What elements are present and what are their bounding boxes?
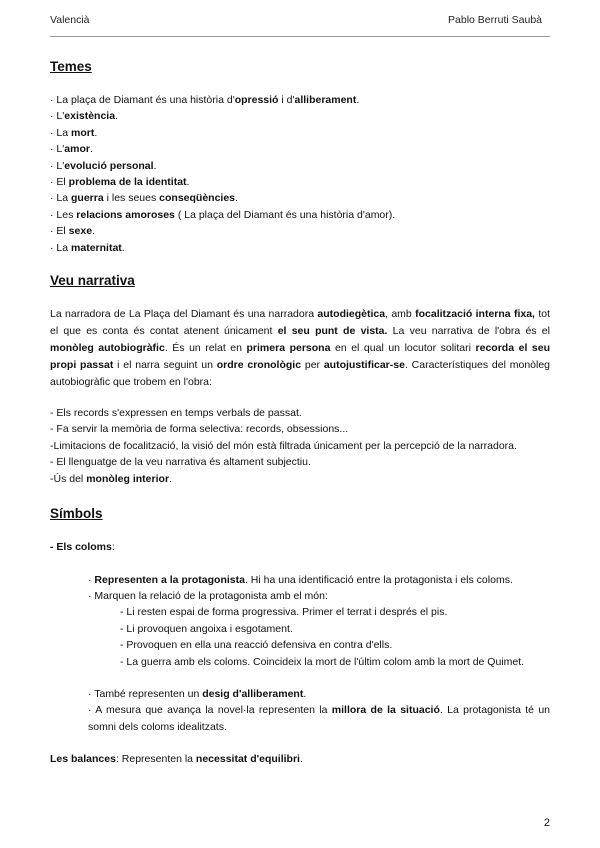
bold-text: - Els coloms — [50, 541, 112, 554]
temes-list-item — [50, 92, 550, 108]
header-subject: Valencià — [50, 14, 90, 26]
text-run: · Marquen la relació de la protagonista amb el món: — [88, 589, 328, 602]
coloms-sublist — [50, 604, 550, 670]
text-run: · L' — [50, 143, 65, 156]
text-run: . — [186, 176, 190, 189]
temes-list-item — [50, 158, 550, 174]
temes-list-item — [50, 240, 550, 256]
bold-text: sexe — [68, 225, 93, 238]
bold-text: autodiegètica — [317, 308, 386, 321]
veu-paragraph — [50, 306, 550, 391]
text-run: La narradora de La Plaça del Diamant és una narradora — [50, 308, 318, 321]
bold-text: millora de la situació — [331, 704, 440, 717]
header-divider — [50, 36, 550, 37]
veu-characteristics-list — [50, 405, 550, 487]
text-run: . La protagonista té un somni dels coloms idealitzats. — [88, 704, 551, 733]
text-run: · També representen un — [88, 687, 203, 700]
coloms-list-item — [88, 588, 550, 604]
coloms-label — [50, 539, 550, 555]
coloms-list — [50, 572, 550, 605]
bold-text: Les balances — [50, 753, 116, 766]
coloms-sublist-item — [120, 654, 550, 670]
text-run: · La — [50, 241, 72, 254]
text-run: - Li resten espai de forma progressiva. Primer el terrat i després el pis. — [120, 606, 448, 619]
text-run: . — [303, 687, 307, 700]
bold-text: amor — [64, 143, 90, 156]
temes-list-item — [50, 174, 550, 190]
temes-list-item — [50, 223, 550, 239]
text-run: - Li provoquen angoixa i esgotament. — [120, 622, 293, 635]
bold-text: alliberament — [294, 94, 357, 106]
temes-list-item — [50, 125, 550, 141]
bold-text: desig d'alliberament — [202, 687, 304, 700]
bold-text: Representen a la protagonista — [94, 573, 245, 586]
text-run: . Hi ha una identificació entre la protagonista i els coloms. — [244, 573, 513, 586]
coloms-sublist-item — [120, 621, 550, 637]
text-run: tot el que es conta és contat atenent únicament — [50, 308, 550, 338]
section-title-simbols: Símbols — [50, 506, 103, 522]
text-run: · La — [50, 192, 72, 205]
text-run: · L' — [50, 159, 65, 172]
text-run: ( La plaça del Diamant és una història d'amor). — [174, 208, 396, 221]
section-title-veu-narrativa: Veu narrativa — [50, 273, 135, 289]
coloms-list-item — [88, 572, 550, 588]
text-run: . — [356, 94, 360, 106]
text-run: · La — [50, 126, 72, 139]
bold-text: recorda el seu propi passat — [50, 342, 550, 372]
text-run: -Ús del — [50, 472, 87, 485]
text-run: . Característiques del monòleg autobiogràfic que trobem en l'obra: — [50, 359, 551, 389]
text-run: La veu narrativa de l'obra és el — [387, 325, 550, 338]
text-run: · — [88, 573, 95, 586]
temes-list-item — [50, 190, 550, 206]
bold-text: el seu punt de vista. — [277, 325, 388, 338]
section-title-temes: Temes — [50, 59, 92, 74]
coloms-more-item — [88, 686, 550, 702]
text-run: . — [235, 192, 238, 205]
veu-list-item — [50, 471, 550, 487]
temes-list — [50, 92, 550, 256]
text-run: per — [301, 359, 324, 372]
bold-text: ordre cronològic — [216, 359, 302, 372]
text-run: - Provoquen en ella una reacció defensiva en contra d'ells. — [120, 639, 393, 652]
veu-list-item — [50, 421, 550, 437]
bold-text: monòleg autobiogràfic — [50, 342, 165, 355]
text-run: . — [94, 126, 98, 139]
text-run: . — [169, 472, 172, 485]
text-run: : — [111, 541, 115, 554]
bold-text: focalització interna fixa, — [415, 308, 535, 321]
page-number: 2 — [543, 817, 550, 829]
temes-list-item — [50, 108, 550, 124]
temes-list-item — [50, 141, 550, 157]
text-run: - La guerra amb els coloms. Coincideix la mort de l'últim colom amb la mort de Quimet. — [120, 655, 525, 668]
coloms-sublist-item — [120, 604, 550, 620]
bold-text: guerra — [71, 192, 104, 205]
bold-text: conseqüències — [159, 192, 236, 205]
text-run: -Limitacions de focalització, la visió del món està filtrada únicament per la percepció de la narradora. — [50, 439, 517, 452]
bold-text: problema de la identitat — [68, 176, 187, 189]
text-run: · A mesura que avança la novel·la representen la — [88, 704, 332, 717]
text-run: · La plaça de Diamant és una història d' — [50, 94, 235, 106]
bold-text: necessitat d'equilibri — [195, 753, 300, 766]
coloms-more-list — [50, 686, 550, 735]
bold-text: monòleg interior — [86, 472, 170, 485]
text-run: : Representen la — [115, 753, 196, 766]
veu-list-item — [50, 454, 550, 470]
coloms-more-item — [88, 702, 550, 735]
bold-text: autojustificar-se — [323, 359, 405, 372]
veu-list-item — [50, 438, 550, 454]
text-run: - El llenguatge de la veu narrativa és altament subjectiu. — [50, 456, 311, 469]
text-run: . És un relat en — [164, 342, 247, 355]
temes-list-item — [50, 207, 550, 223]
text-run: · Les — [50, 208, 77, 221]
text-run: . — [115, 110, 118, 123]
text-run: i d' — [278, 94, 295, 106]
text-run: - Els records s'expressen en temps verbals de passat. — [50, 407, 302, 420]
text-run: - Fa servir la memòria de forma selectiva: records, obsessions... — [50, 423, 349, 436]
text-run: . — [153, 159, 157, 172]
text-run: , amb — [385, 308, 416, 321]
text-run: . — [299, 753, 303, 766]
balances-line — [50, 751, 550, 767]
text-run: . — [89, 143, 93, 156]
text-run: en el qual un locutor solitari — [330, 342, 476, 355]
bold-text: mort — [71, 126, 95, 139]
coloms-sublist-item — [120, 637, 550, 653]
bold-text: evolució personal — [64, 159, 154, 172]
text-run: . — [121, 241, 125, 254]
bold-text: existència — [64, 110, 116, 123]
veu-list-item — [50, 405, 550, 421]
header-author: Pablo Berruti Saubà — [448, 14, 542, 26]
text-run: i les seues — [103, 192, 160, 205]
text-run: i el narra seguint un — [113, 359, 217, 372]
bold-text: relacions amoroses — [76, 208, 175, 221]
text-run: · El — [50, 225, 69, 238]
bold-text: opressió — [234, 94, 279, 106]
document-body — [50, 58, 550, 768]
bold-text: primera persona — [246, 342, 331, 355]
bold-text: maternitat — [71, 241, 122, 254]
text-run: · El — [50, 176, 69, 189]
text-run: . — [92, 225, 95, 238]
text-run: · L' — [50, 110, 65, 123]
